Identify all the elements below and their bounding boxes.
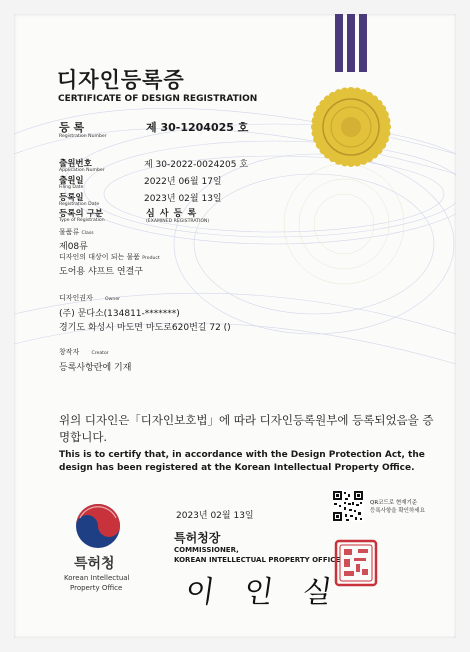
- registration-number: 제 30-1204025 호: [146, 121, 249, 134]
- commissioner-en-line1: COMMISSIONER,: [174, 546, 239, 554]
- gold-seal-icon: [310, 86, 392, 168]
- product-value: 도어용 샤프트 연결구: [59, 267, 143, 277]
- application-label-en: Application Number: [59, 168, 105, 173]
- application-label: 출원번호: [59, 159, 92, 169]
- qr-code-icon: [332, 490, 364, 522]
- filing-label-en: Filing Date: [59, 185, 84, 190]
- registration-date-label-en: Registration Date: [59, 202, 100, 207]
- creator-label: [59, 347, 109, 357]
- registration-label-en: Registration Number: [59, 134, 107, 139]
- product-label-en: Product: [142, 256, 160, 261]
- registration-date-label: 등록일: [59, 193, 84, 203]
- product-label: [59, 252, 160, 262]
- kipo-logo-en-line1: Korean Intellectual: [64, 574, 130, 582]
- filing-date: 2022년 06월 17일: [144, 177, 222, 187]
- type-label-en: Type of Registration: [59, 218, 105, 223]
- type-value: 심 사 등 록: [146, 209, 198, 219]
- official-stamp-icon: [334, 539, 378, 587]
- qr-note-line1: QR코드로 현재기준: [370, 500, 418, 506]
- kipo-logo-text: 특허청: [74, 556, 115, 572]
- filing-label: 출원일: [59, 176, 84, 186]
- ribbon-stripe: [359, 14, 367, 72]
- class-label: [59, 227, 94, 237]
- statement-en: This is to certify that, in accordance with the Design Protection Act, the design has been registered at the Korean Intellectual Property Office.: [59, 450, 425, 473]
- ribbon-stripe: [335, 14, 343, 72]
- qr-note-line2: 등록사항을 확인하세요: [370, 508, 425, 514]
- issue-date: 2023년 02월 13일: [176, 511, 254, 521]
- creator-label-ko: 창작자: [59, 348, 80, 356]
- class-label-en: Class: [81, 231, 94, 236]
- kipo-logo-icon: [74, 502, 122, 550]
- type-value-en: (EXAMINED REGISTRATION): [146, 219, 210, 224]
- creator-label-en: Creator: [91, 351, 109, 356]
- kipo-logo-en-line2: Property Office: [70, 584, 123, 592]
- registration-label: 등 록: [59, 121, 85, 134]
- commissioner-ko: 특허청장: [174, 531, 221, 545]
- class-label-ko: 물품류: [59, 228, 80, 236]
- certificate-title: 디자인등록증: [57, 68, 185, 92]
- type-label: 등록의 구분: [59, 209, 104, 219]
- owner-label-en: Owner: [105, 297, 121, 302]
- commissioner-en-line2: KOREAN INTELLECTUAL PROPERTY OFFICE: [174, 556, 341, 564]
- certificate-paper: [14, 14, 456, 638]
- application-number: 제 30-2022-0024205 호: [144, 160, 249, 170]
- creator-value: 등록사항란에 기재: [59, 363, 132, 373]
- certificate-subtitle: CERTIFICATE OF DESIGN REGISTRATION: [58, 94, 258, 104]
- statement-ko: 위의 디자인은「디자인보호법」에 따라 디자인등록원부에 등록되었음을 증명합니다.: [59, 413, 434, 444]
- ribbon-stripe: [347, 14, 355, 72]
- owner-name: (주) 문다소(134811-*******): [59, 309, 180, 319]
- owner-label-ko: 디자인권자: [59, 294, 93, 302]
- commissioner-signature: 이 인 실: [183, 575, 344, 610]
- registration-date: 2023년 02월 13일: [144, 194, 222, 204]
- class-value: 제08류: [59, 242, 88, 252]
- owner-address: 경기도 화성시 마도면 마도로620번길 72 (): [59, 323, 231, 333]
- product-label-ko: 디자인의 대상이 되는 물품: [59, 253, 141, 261]
- owner-label: [59, 293, 120, 303]
